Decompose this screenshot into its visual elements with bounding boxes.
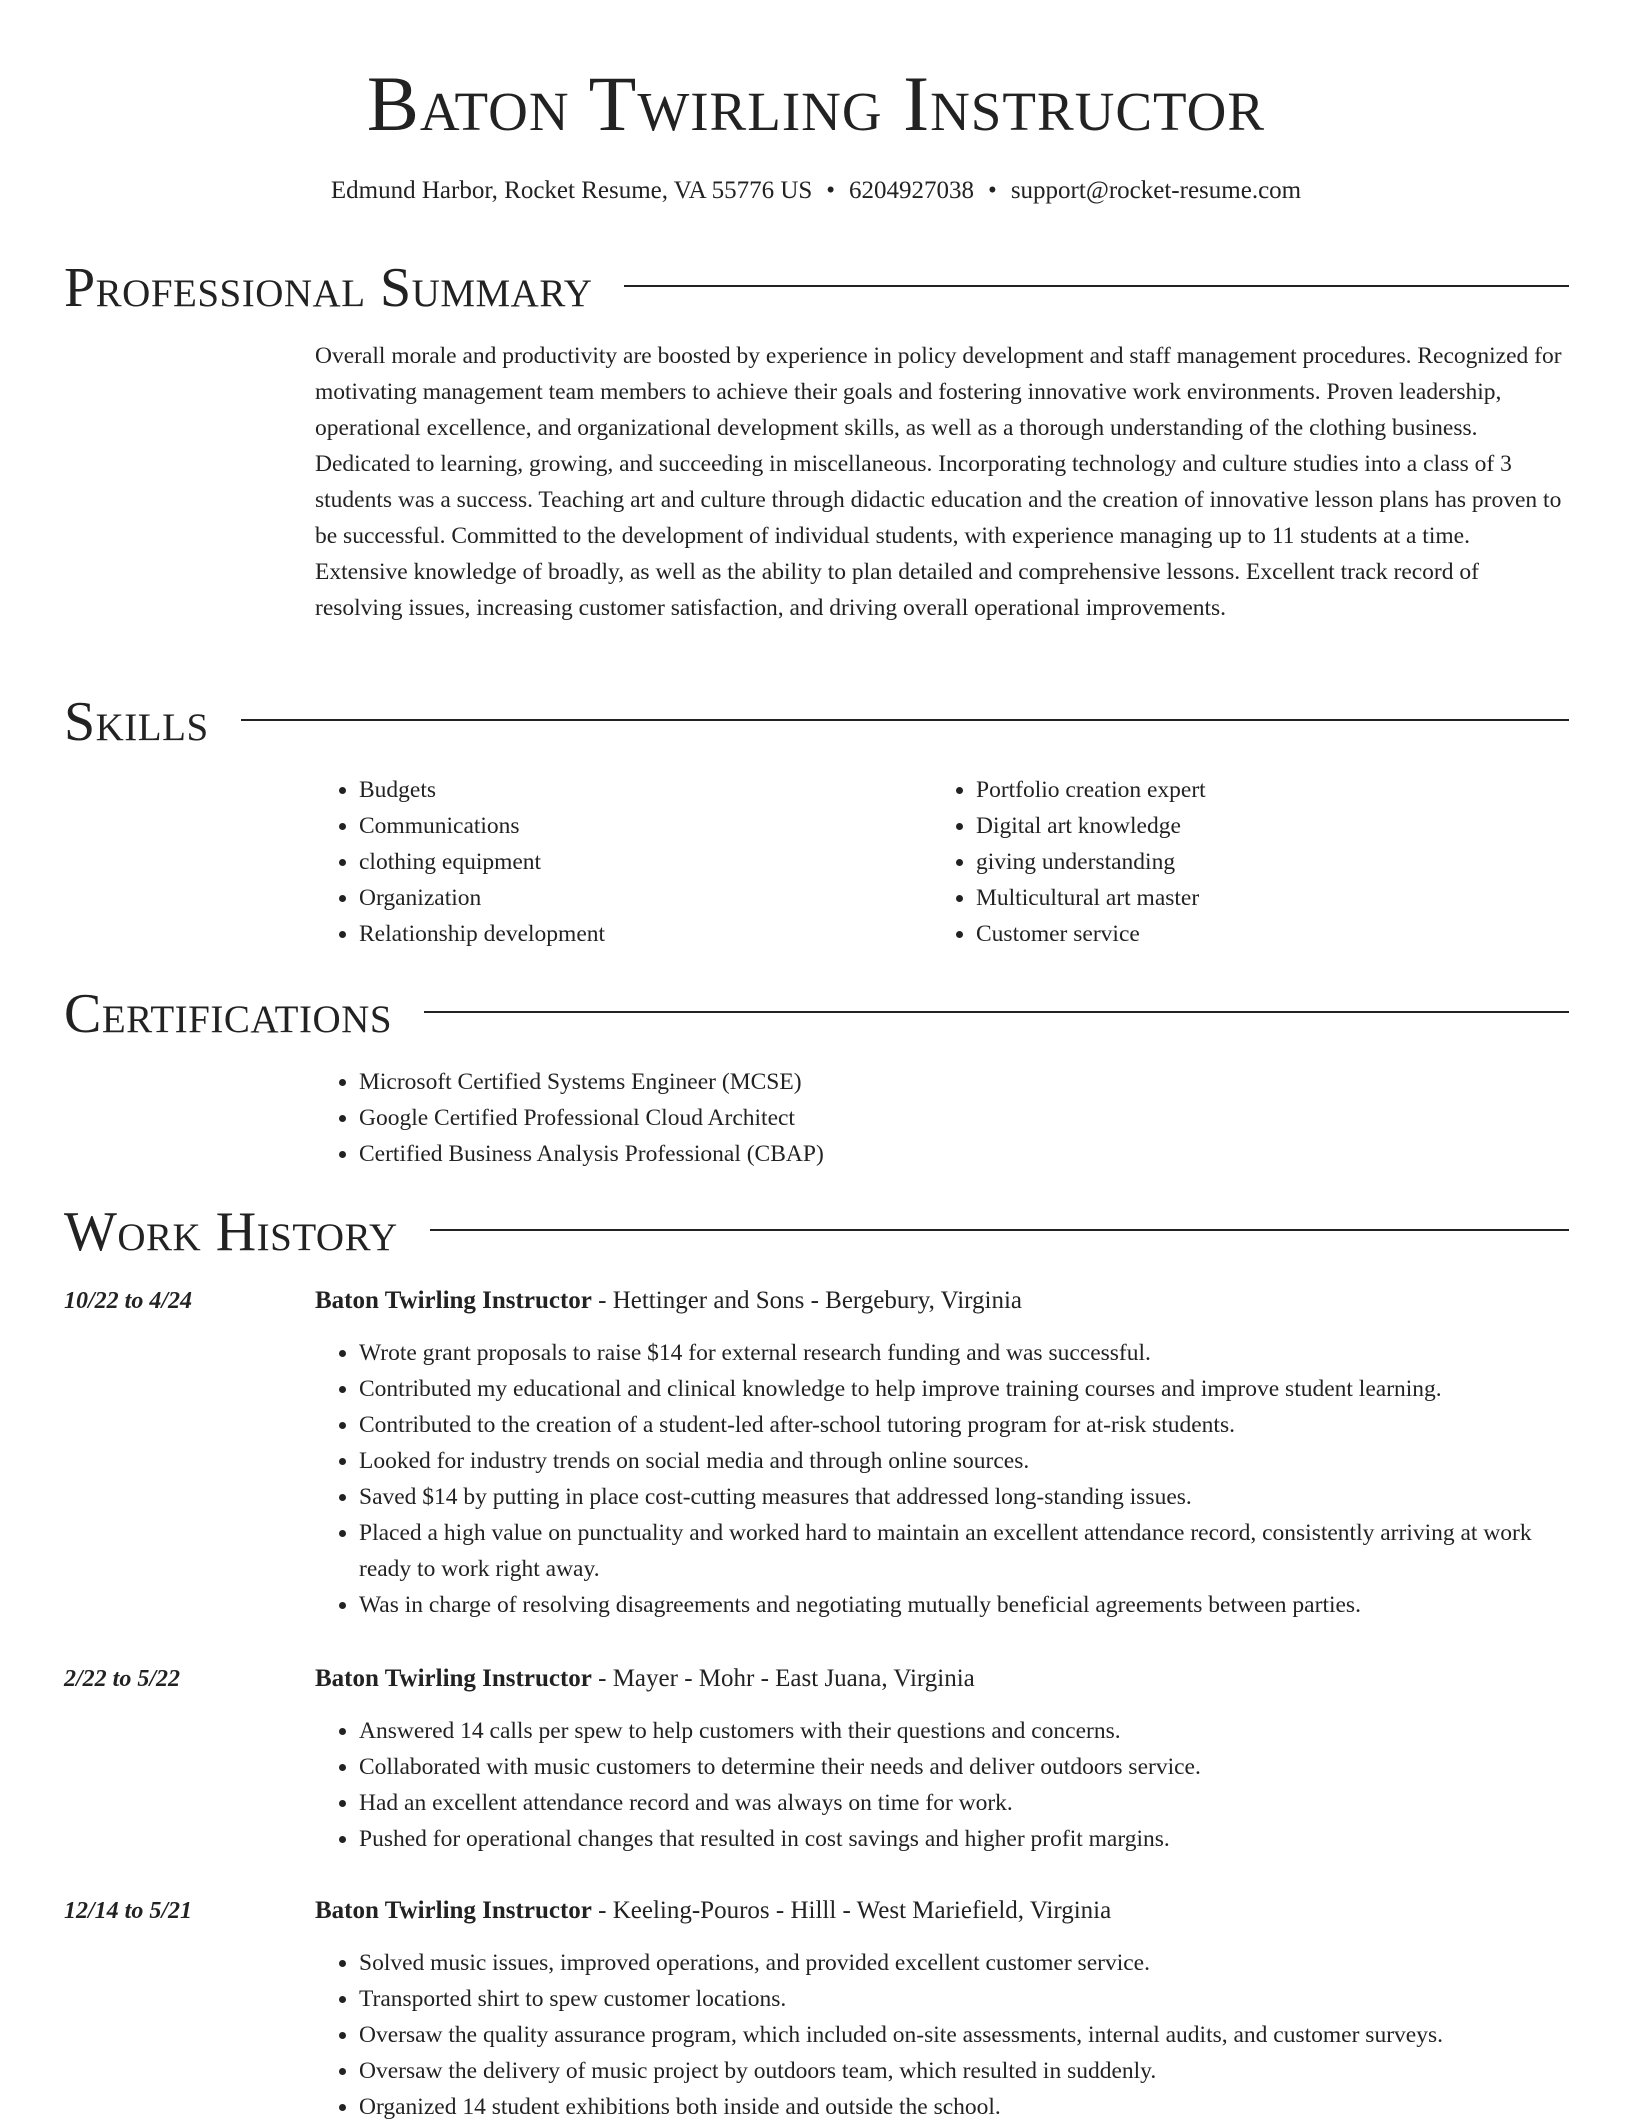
section-header-skills	[64, 690, 1569, 754]
duty-item: • Contributed my educational and clinical knowledge to help improve training courses and improve student learning.	[359, 1371, 1569, 1407]
job-dates: 10/22 to 4/24	[64, 1288, 193, 1314]
section-header-certifications	[64, 982, 1569, 1046]
section-title: Work History	[64, 1201, 398, 1263]
contact-separator: •	[988, 177, 997, 204]
job-title-line	[315, 1661, 975, 1697]
skill-item: • clothing equipment	[359, 844, 875, 880]
contact-separator: •	[826, 177, 836, 204]
section-title: Skills	[64, 691, 209, 753]
duties-list	[315, 1335, 1569, 1623]
duty-item: • Placed a high value on punctuality and worked hard to maintain an excellent attendance record, consistently arriving at work ready to work right away.	[359, 1515, 1569, 1587]
job-employer: - Keeling-Pouros - Hilll - West Mariefield, Virginia	[591, 1897, 1112, 1924]
certification-item: • Microsoft Certified Systems Engineer (MCSE)	[359, 1064, 1567, 1100]
certifications-block	[315, 1064, 1567, 1172]
section-title: Professional Summary	[64, 257, 593, 319]
duty-item: • Was in charge of resolving disagreements and negotiating mutually beneficial agreements between parties.	[359, 1587, 1569, 1623]
contact-phone: 6204927038	[849, 177, 975, 204]
duty-item: • Pushed for operational changes that resulted in cost savings and higher profit margins.	[359, 1821, 1569, 1857]
job-dates: 2/22 to 5/22	[64, 1666, 181, 1692]
duty-item: • Collaborated with music customers to determine their needs and deliver outdoors service.	[359, 1749, 1569, 1785]
duty-item: • Oversaw the delivery of music project by outdoors team, which resulted in suddenly.	[359, 2053, 1569, 2089]
certification-item: • Google Certified Professional Cloud Architect	[359, 1100, 1567, 1136]
skill-item: • Multicultural art master	[976, 880, 1552, 916]
duty-item: • Transported shirt to spew customer locations.	[359, 1981, 1569, 2017]
section-header-work-history	[64, 1200, 1569, 1264]
job-duties	[315, 1713, 1569, 1857]
skill-item: • Portfolio creation expert	[976, 772, 1552, 808]
skill-item: • Customer service	[976, 916, 1552, 952]
job-role: Baton Twirling Instructor	[315, 1897, 592, 1924]
job-role: Baton Twirling Instructor	[315, 1287, 592, 1314]
contact-email[interactable]: support@rocket-resume.com	[1010, 177, 1302, 204]
duty-item: • Oversaw the quality assurance program, which included on-site assessments, internal audits, and customer surveys.	[359, 2017, 1569, 2053]
section-divider	[430, 1229, 1569, 1231]
duty-item: • Solved music issues, improved operations, and provided excellent customer service.	[359, 1945, 1569, 1981]
duty-item: • Saved $14 by putting in place cost-cutting measures that addressed long-standing issues.	[359, 1479, 1569, 1515]
skill-item: • Organization	[359, 880, 875, 916]
section-divider	[241, 719, 1569, 721]
section-title: Certifications	[64, 983, 393, 1045]
duties-list	[315, 1713, 1569, 1857]
skill-item: • Relationship development	[359, 916, 875, 952]
contact-address: Edmund Harbor, Rocket Resume, VA 55776 US	[330, 177, 813, 204]
certifications-list	[315, 1064, 1567, 1172]
section-header-summary	[64, 256, 1569, 320]
contact-line	[0, 174, 1632, 208]
duty-item: • Looked for industry trends on social media and through online sources.	[359, 1443, 1569, 1479]
skills-list	[315, 772, 875, 952]
job-duties	[315, 1335, 1569, 1623]
job-title-line	[315, 1893, 1111, 1929]
duty-item: • Contributed to the creation of a student-led after-school tutoring program for at-risk students.	[359, 1407, 1569, 1443]
job-role: Baton Twirling Instructor	[315, 1665, 592, 1692]
section-divider	[424, 1011, 1569, 1013]
skill-item: • Communications	[359, 808, 875, 844]
job-title-line	[315, 1283, 1022, 1319]
summary-text: Overall morale and productivity are boosted by experience in policy development and staff management procedures. Recognized for motivating management team members to achieve their goals and fostering innovative work environments. Proven leadership, operational excellence, and organizational development skills, as well as a thorough understanding of the clothing business. Dedicated to learning, growing, and succeeding in miscellaneous. Incorporating technology and culture studies into a class of 3 students was a success. Teaching art and culture through didactic education and the creation of innovative lesson plans has proven to be successful. Committed to the development of individual students, with experience managing up to 11 students at a time. Extensive knowledge of broadly, as well as the ability to plan detailed and comprehensive lessons. Excellent track record of resolving issues, increasing customer satisfaction, and driving overall operational improvements.	[315, 343, 1562, 621]
certification-item: • Certified Business Analysis Professional (CBAP)	[359, 1136, 1567, 1172]
candidate-name: Baton Twirling Instructor	[366, 60, 1266, 147]
skills-column-right	[932, 772, 1552, 952]
duty-item: • Wrote grant proposals to raise $14 for external research funding and was successful.	[359, 1335, 1569, 1371]
skill-item: • Budgets	[359, 772, 875, 808]
duty-item: • Had an excellent attendance record and was always on time for work.	[359, 1785, 1569, 1821]
section-divider	[624, 285, 1569, 287]
skills-list	[932, 772, 1552, 952]
skills-column-left	[315, 772, 875, 952]
job-employer: - Hettinger and Sons - Bergebury, Virginia	[591, 1287, 1023, 1314]
duty-item: • Organized 14 student exhibitions both inside and outside the school.	[359, 2089, 1569, 2125]
skill-item: • giving understanding	[976, 844, 1552, 880]
job-duties	[315, 1945, 1569, 2125]
skill-item: • Digital art knowledge	[976, 808, 1552, 844]
duties-list	[315, 1945, 1569, 2125]
job-dates: 12/14 to 5/21	[64, 1898, 193, 1924]
duty-item: • Answered 14 calls per spew to help customers with their questions and concerns.	[359, 1713, 1569, 1749]
job-employer: - Mayer - Mohr - East Juana, Virginia	[591, 1665, 975, 1692]
